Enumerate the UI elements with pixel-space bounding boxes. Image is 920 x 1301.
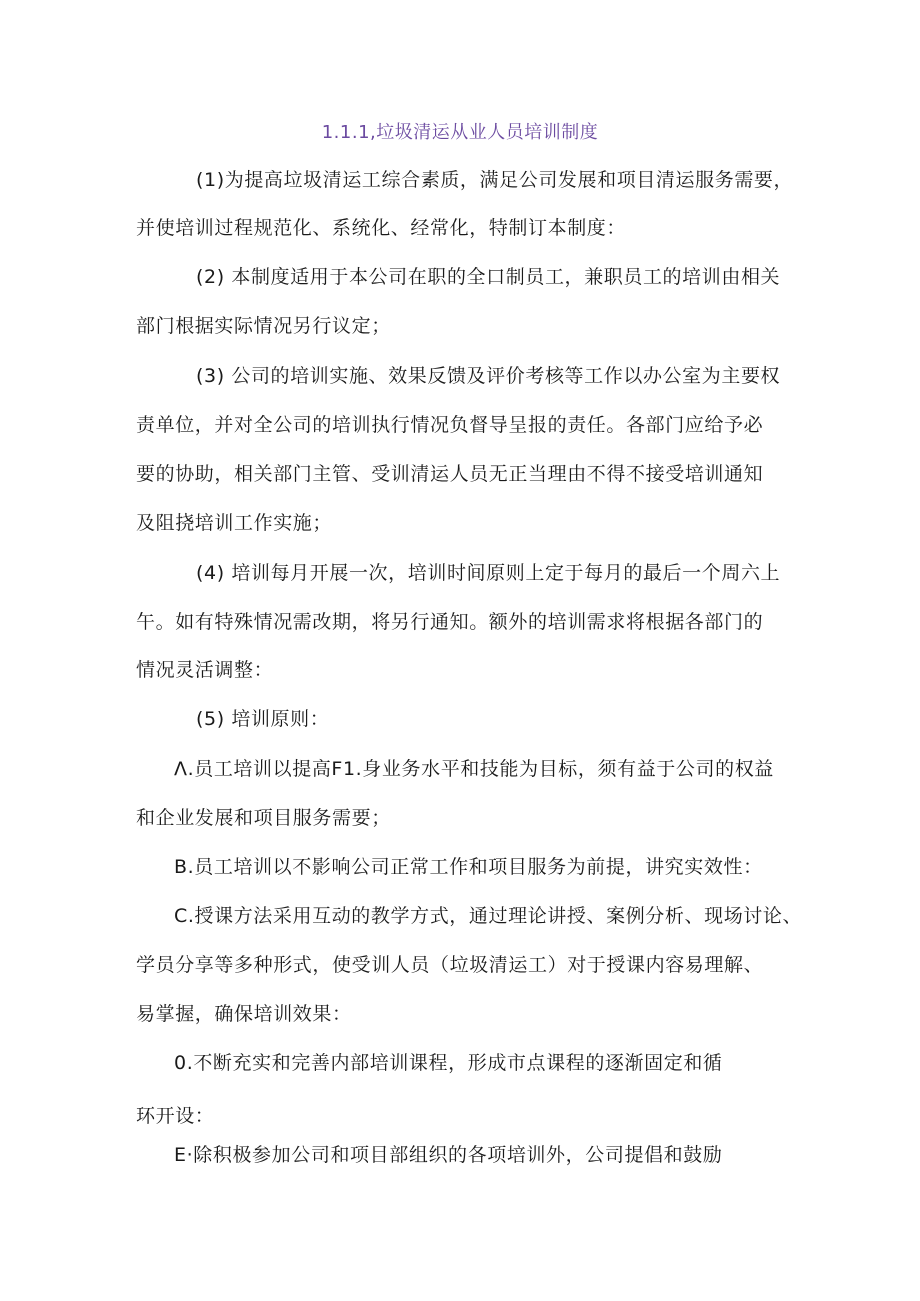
paragraph-line: 0.不断充实和完善内部培训课程，形成市点课程的逐渐固定和循 — [174, 1052, 723, 1074]
paragraph-line: 和企业发展和项目服务需要； — [136, 807, 391, 829]
paragraph-line: (1)为提高垃圾清运工综合素质，满足公司发展和项目清运服务需要， — [196, 169, 794, 191]
paragraph-line: (2) 本制度适用于本公司在职的全口制员工，兼职员工的培训由相关 — [196, 266, 781, 288]
paragraph-line: 午。如有特殊情况需改期，将另行通知。额外的培训需求将根据各部门的 — [136, 611, 764, 633]
paragraph-line: 学员分享等多种形式，使受训人员（垃圾清运工）对于授课内容易理解、 — [136, 954, 764, 976]
paragraph-line: (4) 培训每月开展一次，培训时间原则上定于每月的最后一个周六上 — [196, 562, 781, 584]
paragraph-line: 环开设： — [136, 1105, 215, 1127]
paragraph-line: 及阻挠培训工作实施； — [136, 512, 333, 534]
paragraph-line: B.员工培训以不影响公司正常工作和项目服务为前提，讲究实效性： — [174, 856, 763, 878]
paragraph-line: Λ.员工培训以提高F1.身业务水平和技能为目标，须有益于公司的权益 — [174, 758, 774, 780]
paragraph-line: (3) 公司的培训实施、效果反馈及评价考核等工作以办公室为主要权 — [196, 365, 781, 387]
paragraph-line: 并使培训过程规范化、系统化、经常化，特制订本制度： — [136, 217, 627, 239]
document-title: 1.1.1,垃圾清运从业人员培训制度 — [321, 122, 599, 143]
paragraph-line: 易掌握，确保培训效果： — [136, 1003, 352, 1025]
paragraph-line: (5) 培训原则： — [196, 708, 330, 730]
paragraph-line: 责单位，并对全公司的培训执行情况负督导呈报的责任。各部门应给予必 — [136, 414, 764, 436]
paragraph-line: C.授课方法采用互动的教学方式，通过理论讲授、案例分析、现场讨论、 — [174, 905, 803, 927]
paragraph-line: 要的协助，相关部门主管、受训清运人员无正当理由不得不接受培训通知 — [136, 463, 764, 485]
paragraph-line: E·除积极参加公司和项目部组织的各项培训外，公司提倡和鼓励 — [174, 1144, 723, 1166]
paragraph-line: 部门根据实际情况另行议定； — [136, 315, 391, 337]
paragraph-line: 情况灵活调整： — [136, 659, 274, 681]
